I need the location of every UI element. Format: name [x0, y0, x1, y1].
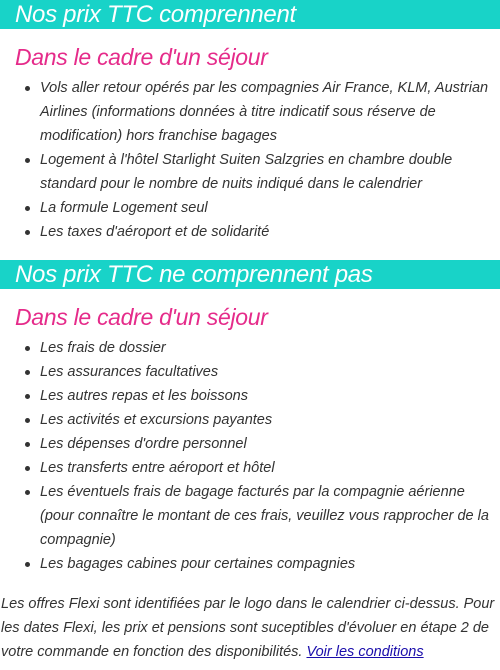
list-item — [40, 336, 500, 360]
bullet-icon — [25, 466, 30, 471]
included-list — [0, 76, 500, 244]
list-item-text: Logement à l'hôtel Starlight Suiten Salzgries en chambre double standard pour le nombre de nuits indiqué dans le calendrier — [40, 152, 453, 192]
list-item — [40, 480, 500, 552]
list-item-text: Les assurances facultatives — [40, 364, 219, 380]
bullet-icon — [25, 86, 30, 91]
included-title: Nos prix TTC comprennent — [0, 0, 500, 29]
list-item — [40, 76, 500, 148]
list-item-text: La formule Logement seul — [40, 200, 208, 216]
excluded-section — [0, 260, 500, 576]
list-item — [40, 552, 500, 576]
bullet-icon — [25, 230, 30, 235]
list-item-text: Les autres repas et les boissons — [40, 388, 248, 404]
conditions-link[interactable]: Voir les conditions — [306, 644, 424, 660]
flexi-note — [0, 592, 500, 664]
list-item — [40, 408, 500, 432]
list-item — [40, 360, 500, 384]
list-item — [40, 456, 500, 480]
excluded-title: Nos prix TTC ne comprennent pas — [0, 260, 500, 289]
list-item — [40, 196, 500, 220]
bullet-icon — [25, 158, 30, 163]
list-item-text: Les taxes d'aéroport et de solidarité — [40, 224, 270, 240]
bullet-icon — [25, 418, 30, 423]
list-item-text: Vols aller retour opérés par les compagnies Air France, KLM, Austrian Airlines (informations données à titre indicatif sous réserve de modification) hors franchise bagages — [40, 80, 489, 144]
bullet-icon — [25, 370, 30, 375]
included-subtitle: Dans le cadre d'un séjour — [15, 44, 268, 70]
flexi-note-text: Les offres Flexi sont identifiées par le logo dans le calendrier ci-dessus. Pour les dates Flexi, les prix et pensions sont suceptibles d'évoluer en étape 2 de votre commande en fonction des disponibilités. — [1, 596, 495, 660]
bullet-icon — [25, 562, 30, 567]
list-item-text: Les transferts entre aéroport et hôtel — [40, 460, 275, 476]
list-item-text: Les bagages cabines pour certaines compagnies — [40, 556, 356, 572]
included-section — [0, 0, 500, 244]
bullet-icon — [25, 394, 30, 399]
list-item-text: Les activités et excursions payantes — [40, 412, 273, 428]
excluded-subtitle: Dans le cadre d'un séjour — [15, 304, 268, 330]
bullet-icon — [25, 442, 30, 447]
bullet-icon — [25, 206, 30, 211]
excluded-list — [0, 336, 500, 576]
list-item-text: Les frais de dossier — [40, 340, 166, 356]
bullet-icon — [25, 490, 30, 495]
list-item — [40, 220, 500, 244]
list-item-text: Les éventuels frais de bagage facturés par la compagnie aérienne (pour connaître le montant de ces frais, veuillez vous rapprocher de la compagnie) — [40, 484, 489, 548]
list-item — [40, 432, 500, 456]
list-item — [40, 384, 500, 408]
list-item — [40, 148, 500, 196]
list-item-text: Les dépenses d'ordre personnel — [40, 436, 247, 452]
bullet-icon — [25, 346, 30, 351]
